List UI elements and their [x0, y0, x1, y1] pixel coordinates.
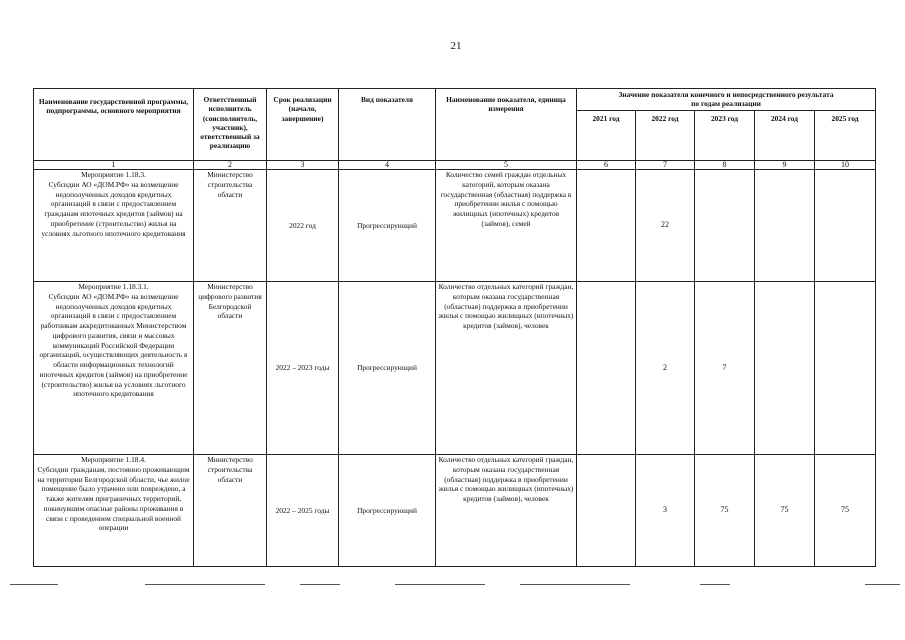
scan-artifact-line — [0, 584, 905, 592]
row-indicator-name: Количество семей граждан отдельных категорий, которым оказана государственная (областная) поддержка в приобретении жилья с помощью жилищных (ипотечных) кредитов (займов), семей — [436, 170, 577, 282]
header-year-2022: 2022 год — [636, 111, 695, 161]
header-indicator-type: Вид показателя — [339, 89, 436, 161]
row-indicator-name: Количество отдельных категорий граждан, которым оказана государственная (областная) поддержка в приобретении жилья с помощью жилищных (ипотечных) кредитов (займов), человек — [436, 282, 577, 455]
column-number: 7 — [636, 161, 695, 170]
row-executor: Министерство цифрового развития Белгородской области — [194, 282, 267, 455]
header-program: Наименование государственной программы, подпрограммы, основного мероприятия — [34, 89, 194, 161]
header-year-2023: 2023 год — [695, 111, 755, 161]
row-indicator-type: Прогрессирующий — [339, 455, 436, 567]
row-program: Мероприятие 1.18.4. Субсидии гражданам, постоянно проживающим на территории Белгородской области, чье жилое помещение было утрачено или повреждено, а также жителям приграничных территорий, покинувшим опасные районы проживания в связи с проведением специальной военной операции — [34, 455, 194, 567]
row-value-2023: 75 — [695, 455, 755, 567]
column-number: 8 — [695, 161, 755, 170]
header-year-2025: 2025 год — [815, 111, 876, 161]
table-row — [34, 282, 876, 455]
header-row — [34, 89, 876, 111]
table-row — [34, 170, 876, 282]
indicators-table — [33, 88, 876, 567]
column-number: 10 — [815, 161, 876, 170]
row-value-2025: 75 — [815, 455, 876, 567]
column-number: 6 — [577, 161, 636, 170]
row-indicator-type: Прогрессирующий — [339, 282, 436, 455]
row-value-2025 — [815, 282, 876, 455]
row-value-2024 — [755, 282, 815, 455]
column-number: 5 — [436, 161, 577, 170]
column-number: 1 — [34, 161, 194, 170]
table-row — [34, 455, 876, 567]
row-program: Мероприятие 1.18.3. Субсидии АО «ДОМ.РФ» на возмещение недополученных доходов кредитных организаций в связи с предоставлением гражданам ипотечных кредитов (займов) на приобретение (строительство) жилья на условиях льготного ипотечного кредитования — [34, 170, 194, 282]
row-indicator-type: Прогрессирующий — [339, 170, 436, 282]
row-term: 2022 – 2023 годы — [267, 282, 339, 455]
header-indicator-name: Наименование показателя, единица измерения — [436, 89, 577, 161]
column-number: 4 — [339, 161, 436, 170]
row-program: Мероприятие 1.18.3.1. Субсидии АО «ДОМ.РФ» на возмещение недополученных доходов кредитных организаций в связи с предоставлением работникам аккредитованных Министерством цифрового развития, связи и массовых коммуникаций Российской Федерации организаций, осуществляющих деятельность в области информационных технологий ипотечных кредитов (займов) на приобретение (строительство) жилья на условиях льготного ипотечного кредитования — [34, 282, 194, 455]
row-term: 2022 – 2025 годы — [267, 455, 339, 567]
header-term: Срок реализации (начало, завершение) — [267, 89, 339, 161]
row-value-2024: 75 — [755, 455, 815, 567]
header-year-2021: 2021 год — [577, 111, 636, 161]
row-value-2023: 7 — [695, 282, 755, 455]
row-executor: Министерство строительства области — [194, 455, 267, 567]
row-indicator-name: Количество отдельных категорий граждан, которым оказана государственная (областная) поддержка в приобретении жилья с помощью жилищных (ипотечных) кредитов (займов), человек — [436, 455, 577, 567]
row-value-2022: 22 — [636, 170, 695, 282]
row-value-2023 — [695, 170, 755, 282]
row-executor: Министерство строительства области — [194, 170, 267, 282]
row-term: 2022 год — [267, 170, 339, 282]
row-value-2021 — [577, 170, 636, 282]
page-number: 21 — [450, 40, 462, 52]
column-number-row — [34, 161, 876, 170]
row-value-2022: 3 — [636, 455, 695, 567]
header-executor: Ответственный исполнитель (соисполнитель, участник), ответственный за реализацию — [194, 89, 267, 161]
column-number: 2 — [194, 161, 267, 170]
row-value-2021 — [577, 455, 636, 567]
header-values-group: Значение показателя конечного и непосредственного результата по годам реализации — [577, 89, 876, 111]
row-value-2024 — [755, 170, 815, 282]
header-year-2024: 2024 год — [755, 111, 815, 161]
row-value-2022: 2 — [636, 282, 695, 455]
column-number: 3 — [267, 161, 339, 170]
row-value-2021 — [577, 282, 636, 455]
column-number: 9 — [755, 161, 815, 170]
row-value-2025 — [815, 170, 876, 282]
